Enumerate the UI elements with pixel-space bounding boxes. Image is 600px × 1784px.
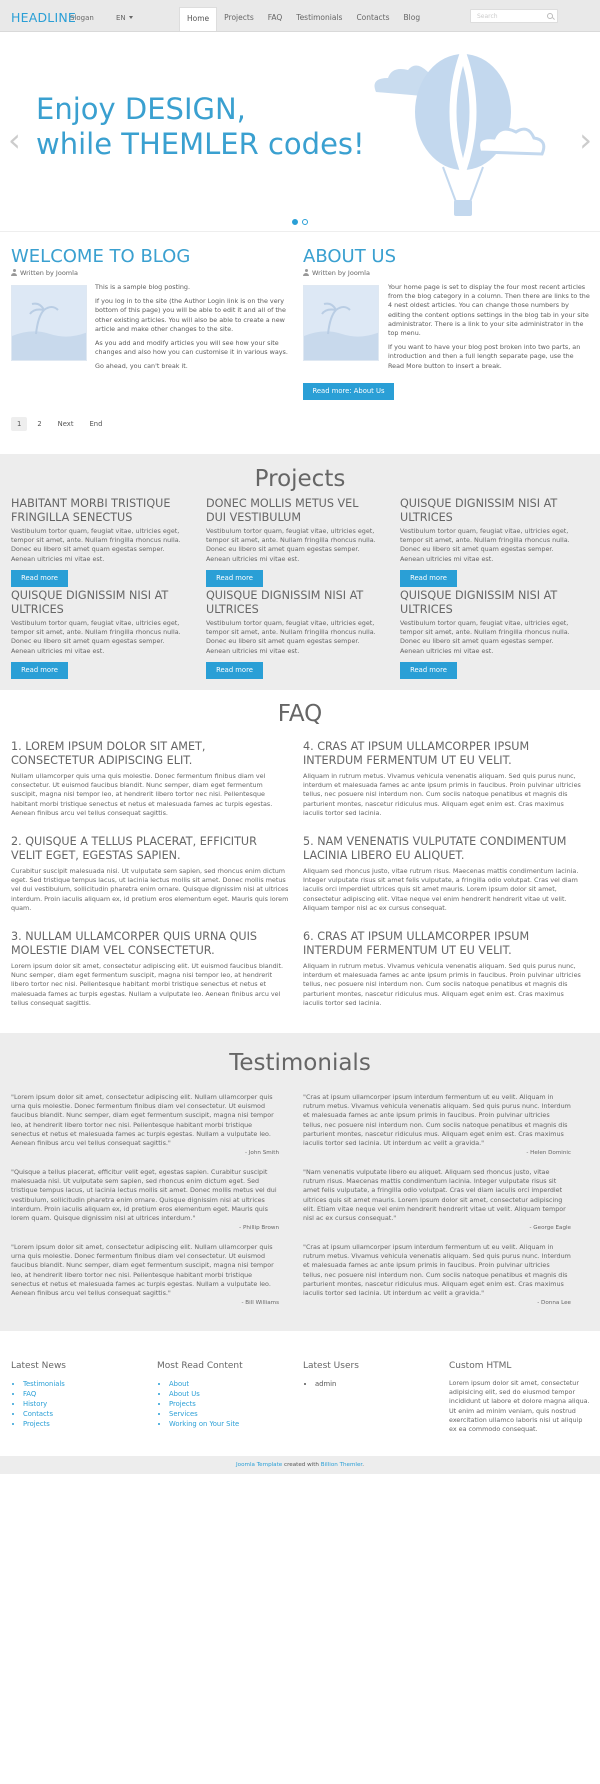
faq-answer: Nullam ullamcorper quis urna quis molestie. Donec fermentum finibus diam vel consectetur. Ut euismod faucibus blandit. Nunc semper, diam eget fermentum suscipit, magna nisi tempor leo, at hendrerit libero tortor nec nisi. Pellentesque habitant morbi tristique senectus et netus et malesuada fames ac turpis egestas. Aenean finibus arcu vel tellus consequat sagittis. bbox=[11, 772, 273, 817]
widget-title: Custom HTML bbox=[449, 1361, 512, 1371]
testimonial bbox=[11, 1168, 279, 1233]
user-icon bbox=[303, 269, 309, 276]
most-read-link[interactable]: • Working on Your Site bbox=[169, 1419, 297, 1429]
faq-answer: Lorem ipsum dolor sit amet, consectetur adipiscing elit. Ut euismod faucibus blandit. Nunc semper, diam eget fermentum suscipit, magna nisi tempor leo, at hendrerit libero tortor nec nisi. Pellentesque habitant morbi tristique senectus et netus et malesuada fames ac turpis egestas. Nullam a vulputate leo. Aenean finibus arcu vel tellus consequat sagittis. bbox=[11, 962, 284, 1007]
widget-title: Latest News bbox=[11, 1361, 66, 1371]
about-paragraph: If you want to have your blog post broken into two parts, an introduction and then a full length separate page, use the Read More button to insert a break. bbox=[388, 343, 581, 370]
nav-faq[interactable]: FAQ bbox=[267, 13, 283, 22]
slider-next-arrow[interactable]: › bbox=[579, 121, 592, 159]
about-paragraph: Your home page is set to display the four most recent articles from the blog category in a column. Then there are links to the 4 nest oldest articles. You can change those numbers by editing the content options settings in the blog tab in your site administrator. There is a link to your site administrator in the top menu. bbox=[388, 283, 590, 338]
nav-testimonials[interactable]: Testimonials bbox=[296, 13, 343, 22]
slider-dots bbox=[292, 219, 308, 225]
footer-template-link[interactable]: Joomla Template bbox=[236, 1462, 283, 1468]
testimonial bbox=[303, 1168, 571, 1233]
pagination bbox=[11, 417, 108, 431]
testimonial bbox=[11, 1243, 279, 1308]
welcome-author: Written by Joomla bbox=[20, 269, 78, 277]
latest-users-list bbox=[303, 1379, 443, 1389]
most-read-link[interactable]: • About Us bbox=[169, 1389, 297, 1399]
most-read-link[interactable]: • Services bbox=[169, 1409, 297, 1419]
faq-answer: Aliquam in rutrum metus. Vivamus vehicula venenatis aliquam. Sed quis purus nunc, interdum et malesuada fames ac ante ipsum primis in faucibus. Proin pulvinar ultricies tellus, nec posuere nisl interdum non. Cum sociis natoque penatibus et magnis dis parturient montes, nascetur ridiculus mus. Aliquam eget enim est. Cras maximus iaculis tortor sed lacinia. bbox=[303, 772, 581, 817]
footer bbox=[0, 1456, 600, 1474]
testimonials-title: Testimonials bbox=[229, 1050, 371, 1076]
beach-image bbox=[12, 286, 87, 361]
testimonial-text: "Quisque a tellus placerat, efficitur velit eget, egestas sapien. Curabitur suscipit malesuada nisi. Ut vulputate sem sapien, sed rhoncus enim dictum eget. Sed tristique tempus lacus, ut lacinia lectus mollis sit amet. Donec mollis metus vel dui vestibulum, sollicitudin pharetra enim ornare. Quisque dignissim nisi at ultrices interdum. Proin iaculis aliquam ex, id pretium eros elementum eget. Mauris quis lorem quam. Quisque dignissim nisl at ultrices interdum." bbox=[11, 1168, 277, 1223]
read-more-button[interactable]: Read more bbox=[400, 570, 457, 587]
header bbox=[0, 0, 600, 32]
news-link[interactable]: • Projects bbox=[23, 1419, 151, 1429]
faq-answer: Aliquam in rutrum metus. Vivamus vehicula venenatis aliquam. Sed quis purus nunc, interdum et malesuada fames ac ante ipsum primis in faucibus. Proin pulvinar ultricies tellus, nec posuere nisl interdum non. Cum sociis natoque penatibus et magnis dis parturient montes, nascetur ridiculus mus. Aliquam eget enim est. Cras maximus iaculis tortor sed lacinia. bbox=[303, 962, 581, 1007]
hero-headline bbox=[36, 92, 365, 162]
user-item: • admin bbox=[315, 1379, 443, 1389]
nav-projects[interactable]: Projects bbox=[224, 13, 254, 22]
slider-dot-2[interactable] bbox=[302, 219, 308, 225]
read-more-button[interactable]: Read more bbox=[11, 570, 68, 587]
testimonial-author: - Bill Williams bbox=[241, 1300, 279, 1307]
read-more-button[interactable]: Read more bbox=[11, 662, 68, 679]
nav-home[interactable]: Home bbox=[179, 7, 217, 31]
project-title[interactable]: QUISQUE DIGNISSIM NISI AT ULTRICES bbox=[400, 497, 558, 524]
about-title[interactable]: ABOUT US bbox=[303, 246, 397, 267]
faq-question: 3. NULLAM ULLAMCORPER QUIS URNA QUIS MOLESTIE DIAM VEL CONSECTETUR. bbox=[11, 930, 258, 957]
project-title[interactable]: QUISQUE DIGNISSIM NISI AT ULTRICES bbox=[206, 589, 364, 616]
testimonial bbox=[303, 1093, 571, 1158]
most-read-list bbox=[157, 1379, 297, 1429]
language-label: EN bbox=[116, 14, 126, 22]
about-author: Written by Joomla bbox=[312, 269, 370, 277]
read-more-button[interactable]: Read more bbox=[206, 570, 263, 587]
welcome-body bbox=[95, 283, 295, 377]
testimonial-text: "Cras at ipsum ullamcorper ipsum interdum fermentum ut eu velit. Aliquam in rutrum metus. Vivamus vehicula venenatis aliquam. Sed quis purus nunc. Interdum et malesuada fames ac ante ipsum primis in faucibus. Proin pulvinar ultricies tellus, nec posuere nisl interdum non. Cum sociis natoque penatibus et magnis dis parturient montes, nascetur ridiculus mus. Aliquam eget enim est. Cras maximus iaculis tortor sed lacinia. Ut interdum ac velit a gravida." bbox=[303, 1093, 571, 1148]
welcome-paragraph: As you add and modify articles you will see how your site changes and also how you can customise it in various ways. bbox=[95, 339, 288, 357]
testimonial-author: - George Eagle bbox=[529, 1225, 571, 1232]
testimonial-author: - John Smith bbox=[244, 1150, 279, 1157]
custom-html-text: Lorem ipsum dolor sit amet, consectetur adipisicing elit, sed do eiusmod tempor incididunt ut labore et dolore magna aliqua. Ut enim ad minim veniam, quis nostrud exercitation ullamco laboris nisi ut aliquip ex ea commodo consequat. bbox=[449, 1378, 590, 1433]
project-text: Vestibulum tortor quam, feugiat vitae, ultricies eget, tempor sit amet, ante. Nullam fringilla rhoncus nulla. Donec eu libero sit amet quam egestas semper. Aenean ultricies mi vitae est. bbox=[11, 527, 181, 563]
page-2[interactable]: 2 bbox=[37, 420, 42, 428]
projects-section bbox=[0, 454, 600, 690]
faq-question: 4. CRAS AT IPSUM ULLAMCORPER IPSUM INTERDUM FERMENTUM UT EU VELIT. bbox=[303, 740, 530, 767]
faq-question: 5. NAM VENENATIS VULPUTATE CONDIMENTUM LACINIA LIBERO EU ALIQUET. bbox=[303, 835, 567, 862]
welcome-thumbnail bbox=[11, 285, 87, 361]
user-icon bbox=[11, 269, 17, 276]
news-link[interactable]: • FAQ bbox=[23, 1389, 151, 1399]
main-nav bbox=[179, 7, 427, 31]
latest-users-widget bbox=[303, 1360, 443, 1389]
read-more-button[interactable]: Read more bbox=[400, 662, 457, 679]
project-title[interactable]: DONEC MOLLIS METUS VEL DUI VESTIBULUM bbox=[206, 497, 359, 524]
faq-title: FAQ bbox=[277, 701, 323, 727]
hero-line-1: Enjoy DESIGN, bbox=[36, 92, 246, 126]
project-title[interactable]: QUISQUE DIGNISSIM NISI AT ULTRICES bbox=[400, 589, 558, 616]
footer-text: created with bbox=[282, 1462, 321, 1468]
faq-item bbox=[303, 930, 581, 1008]
project-card bbox=[11, 589, 183, 679]
balloon-illustration bbox=[368, 52, 548, 224]
welcome-paragraph: This is a sample blog posting. bbox=[95, 283, 190, 291]
project-text: Vestibulum tortor quam, feugiat vitae, ultricies eget, tempor sit amet, ante. Nullam fringilla rhoncus nulla. Donec eu libero sit amet quam egestas semper. Aenean ultricies mi vitae est. bbox=[400, 619, 570, 655]
testimonial-text: "Cras at ipsum ullamcorper ipsum interdum fermentum ut eu velit. Aliquam in rutrum metus. Vivamus vehicula venenatis aliquam. Sed quis purus nunc. Interdum et malesuada fames ac ante ipsum primis in faucibus. Proin pulvinar ultricies tellus, nec posuere nisl interdum non. Cum sociis natoque penatibus et magnis dis parturient montes, nascetur ridiculus mus. Aliquam eget enim est. Cras maximus iaculis tortor sed lacinia. Ut interdum ac velit a gravida." bbox=[303, 1243, 571, 1298]
testimonial-text: "Lorem ipsum dolor sit amet, consectetur adipiscing elit. Nullam ullamcorper quis urna quis molestie. Donec fermentum finibus diam vel consectetur. Ut euismod faucibus blandit. Nunc semper, diam eget fermentum suscipit, magna nisi tempor leo, at hendrerit libero tortor nec nisi. Pellentesque habitant morbi tristique senectus et netus et malesuada fames ac turpis egestas. Nullam a vulputate leo. Aenean finibus arcu vel tellus consequat sagittis." bbox=[11, 1093, 274, 1148]
language-select[interactable] bbox=[116, 13, 133, 24]
testimonial-author: - Helen Dominic bbox=[526, 1150, 571, 1157]
faq-item bbox=[303, 740, 581, 818]
about-byline bbox=[303, 268, 370, 278]
most-read-link[interactable]: • About bbox=[169, 1379, 297, 1389]
faq-answer: Curabitur suscipit malesuada nisi. Ut vulputate sem sapien, sed rhoncus enim dictum eget. Sed tristique tempus lacus, ut lacinia lectus mollis sit amet. Donec mollis metus vel dui vestibulum, sollicitudin pharetra enim ornare. Quisque dignissim nisi at ultrices interdum. Proin iaculis aliquam ex, id pretium eros elementum eget. Mauris quis lorem quam. bbox=[11, 867, 289, 912]
widget-title: Most Read Content bbox=[157, 1361, 243, 1371]
page-end[interactable]: End bbox=[89, 420, 103, 428]
search-placeholder: Search bbox=[477, 13, 498, 20]
news-link[interactable]: • Testimonials bbox=[23, 1379, 151, 1389]
project-text: Vestibulum tortor quam, feugiat vitae, ultricies eget, tempor sit amet, ante. Nullam fringilla rhoncus nulla. Donec eu libero sit amet quam egestas semper. Aenean ultricies mi vitae est. bbox=[206, 527, 376, 563]
about-body bbox=[388, 283, 590, 376]
testimonial-author: - Donna Lee bbox=[537, 1300, 571, 1307]
slider-prev-arrow[interactable]: ‹ bbox=[8, 121, 21, 159]
testimonial-text: "Nam venenatis vulputate libero eu aliquet. Aliquam sed rhoncus justo, vitae rutrum risus. Maecenas mattis condimentum lacinia. Integer vulputate risus sit amet felis vulputate, a fringilla odio volutpat. Cras vel diam iaculis orci imperdiet ultrices quis sit amet mauris. Lorem ipsum dolor sit amet, consectetur adipiscing elit. Etiam vitae neque vel enim hendrerit hendrerit vitae ut velit. Aliquam tempor nisl ac ex cursus consequat." bbox=[303, 1168, 566, 1223]
welcome-paragraph: Go ahead, you can't break it. bbox=[95, 362, 188, 371]
slogan: Slogan bbox=[70, 14, 94, 22]
faq-item bbox=[11, 740, 289, 818]
project-text: Vestibulum tortor quam, feugiat vitae, ultricies eget, tempor sit amet, ante. Nullam fringilla rhoncus nulla. Donec eu libero sit amet quam egestas semper. Aenean ultricies mi vitae est. bbox=[206, 619, 376, 655]
news-link[interactable]: • History bbox=[23, 1399, 151, 1409]
most-read-link[interactable]: • Projects bbox=[169, 1399, 297, 1409]
project-card bbox=[400, 589, 572, 679]
project-card bbox=[206, 497, 378, 587]
caret-down-icon bbox=[129, 16, 133, 19]
welcome-paragraph: If you log in to the site (the Author Login link is on the very bottom of this page) you will be able to edit it and all of the other existing articles. You will also be able to create a new article and make other changes to the site. bbox=[95, 297, 286, 333]
page-1[interactable]: 1 bbox=[11, 417, 27, 431]
project-card bbox=[11, 497, 183, 587]
project-card bbox=[400, 497, 572, 587]
faq-item bbox=[11, 835, 289, 913]
news-link[interactable]: • Contacts bbox=[23, 1409, 151, 1419]
welcome-title[interactable]: WELCOME TO BLOG bbox=[11, 246, 191, 267]
testimonial bbox=[11, 1093, 279, 1158]
project-title[interactable]: HABITANT MORBI TRISTIQUE FRINGILLA SENECTUS bbox=[11, 497, 171, 524]
search-icon[interactable] bbox=[547, 13, 553, 19]
custom-html-widget bbox=[449, 1360, 591, 1434]
faq-item bbox=[11, 930, 289, 1008]
read-more-about-button[interactable]: Read more: About Us bbox=[303, 383, 394, 400]
page-next[interactable]: Next bbox=[57, 420, 74, 428]
hero-line-2: while THEMLER codes! bbox=[36, 127, 365, 161]
latest-news-list bbox=[11, 1379, 151, 1429]
most-read-widget bbox=[157, 1360, 297, 1429]
footer-themler-link[interactable]: Billion Themler bbox=[320, 1462, 363, 1468]
project-card bbox=[206, 589, 378, 679]
faq-item bbox=[303, 835, 581, 913]
projects-title: Projects bbox=[254, 466, 346, 492]
about-thumbnail bbox=[303, 285, 379, 361]
testimonial-author: - Phillip Brown bbox=[239, 1225, 279, 1232]
footer-period: . bbox=[362, 1462, 364, 1468]
project-text: Vestibulum tortor quam, feugiat vitae, ultricies eget, tempor sit amet, ante. Nullam fringilla rhoncus nulla. Donec eu libero sit amet quam egestas semper. Aenean ultricies mi vitae est. bbox=[400, 527, 570, 563]
project-title[interactable]: QUISQUE DIGNISSIM NISI AT ULTRICES bbox=[11, 589, 169, 616]
read-more-button[interactable]: Read more bbox=[206, 662, 263, 679]
search-input[interactable] bbox=[470, 9, 558, 23]
nav-blog[interactable]: Blog bbox=[403, 13, 421, 22]
project-text: Vestibulum tortor quam, feugiat vitae, ultricies eget, tempor sit amet, ante. Nullam fringilla rhoncus nulla. Donec eu libero sit amet quam egestas semper. Aenean ultricies mi vitae est. bbox=[11, 619, 181, 655]
faq-question: 1. LOREM IPSUM DOLOR SIT AMET, CONSECTETUR ADIPISCING ELIT. bbox=[11, 740, 206, 767]
hero-slider bbox=[0, 32, 600, 232]
widget-title: Latest Users bbox=[303, 1361, 359, 1371]
testimonial-text: "Lorem ipsum dolor sit amet, consectetur adipiscing elit. Nullam ullamcorper quis urna quis molestie. Donec fermentum finibus diam vel consectetur. Ut euismod faucibus blandit. Nunc semper, diam eget fermentum suscipit, magna nisi tempor leo, at hendrerit libero tortor nec nisi. Pellentesque habitant morbi tristique senectus et netus et malesuada fames ac turpis egestas. Nullam a vulputate leo. Aenean finibus arcu vel tellus consequat sagittis." bbox=[11, 1243, 274, 1298]
logo[interactable]: HEADLINE bbox=[11, 10, 76, 25]
testimonial bbox=[303, 1243, 571, 1308]
faq-question: 6. CRAS AT IPSUM ULLAMCORPER IPSUM INTERDUM FERMENTUM UT EU VELIT. bbox=[303, 930, 530, 957]
faq-answer: Aliquam sed rhoncus justo, vitae rutrum risus. Maecenas mattis condimentum lacinia. Integer vulputate risus sit amet felis vulputate, a fringilla odio volutpat. Cras vel diam iaculis orci imperdiet ultrices quis sit amet mauris. Lorem ipsum dolor sit amet, consectetur adipiscing elit. Vitae neque vel enim hendrerit hendrerit vitae ut velit. Aliquam tempor nisl ac ex cursus consequat. bbox=[303, 867, 579, 912]
beach-image bbox=[304, 286, 379, 361]
welcome-byline bbox=[11, 268, 78, 278]
testimonials-section bbox=[0, 1033, 600, 1331]
slider-dot-1[interactable] bbox=[292, 219, 298, 225]
latest-news-widget bbox=[11, 1360, 151, 1429]
nav-contacts[interactable]: Contacts bbox=[356, 13, 390, 22]
faq-question: 2. QUISQUE A TELLUS PLACERAT, EFFICITUR VELIT EGET, EGESTAS SAPIEN. bbox=[11, 835, 257, 862]
